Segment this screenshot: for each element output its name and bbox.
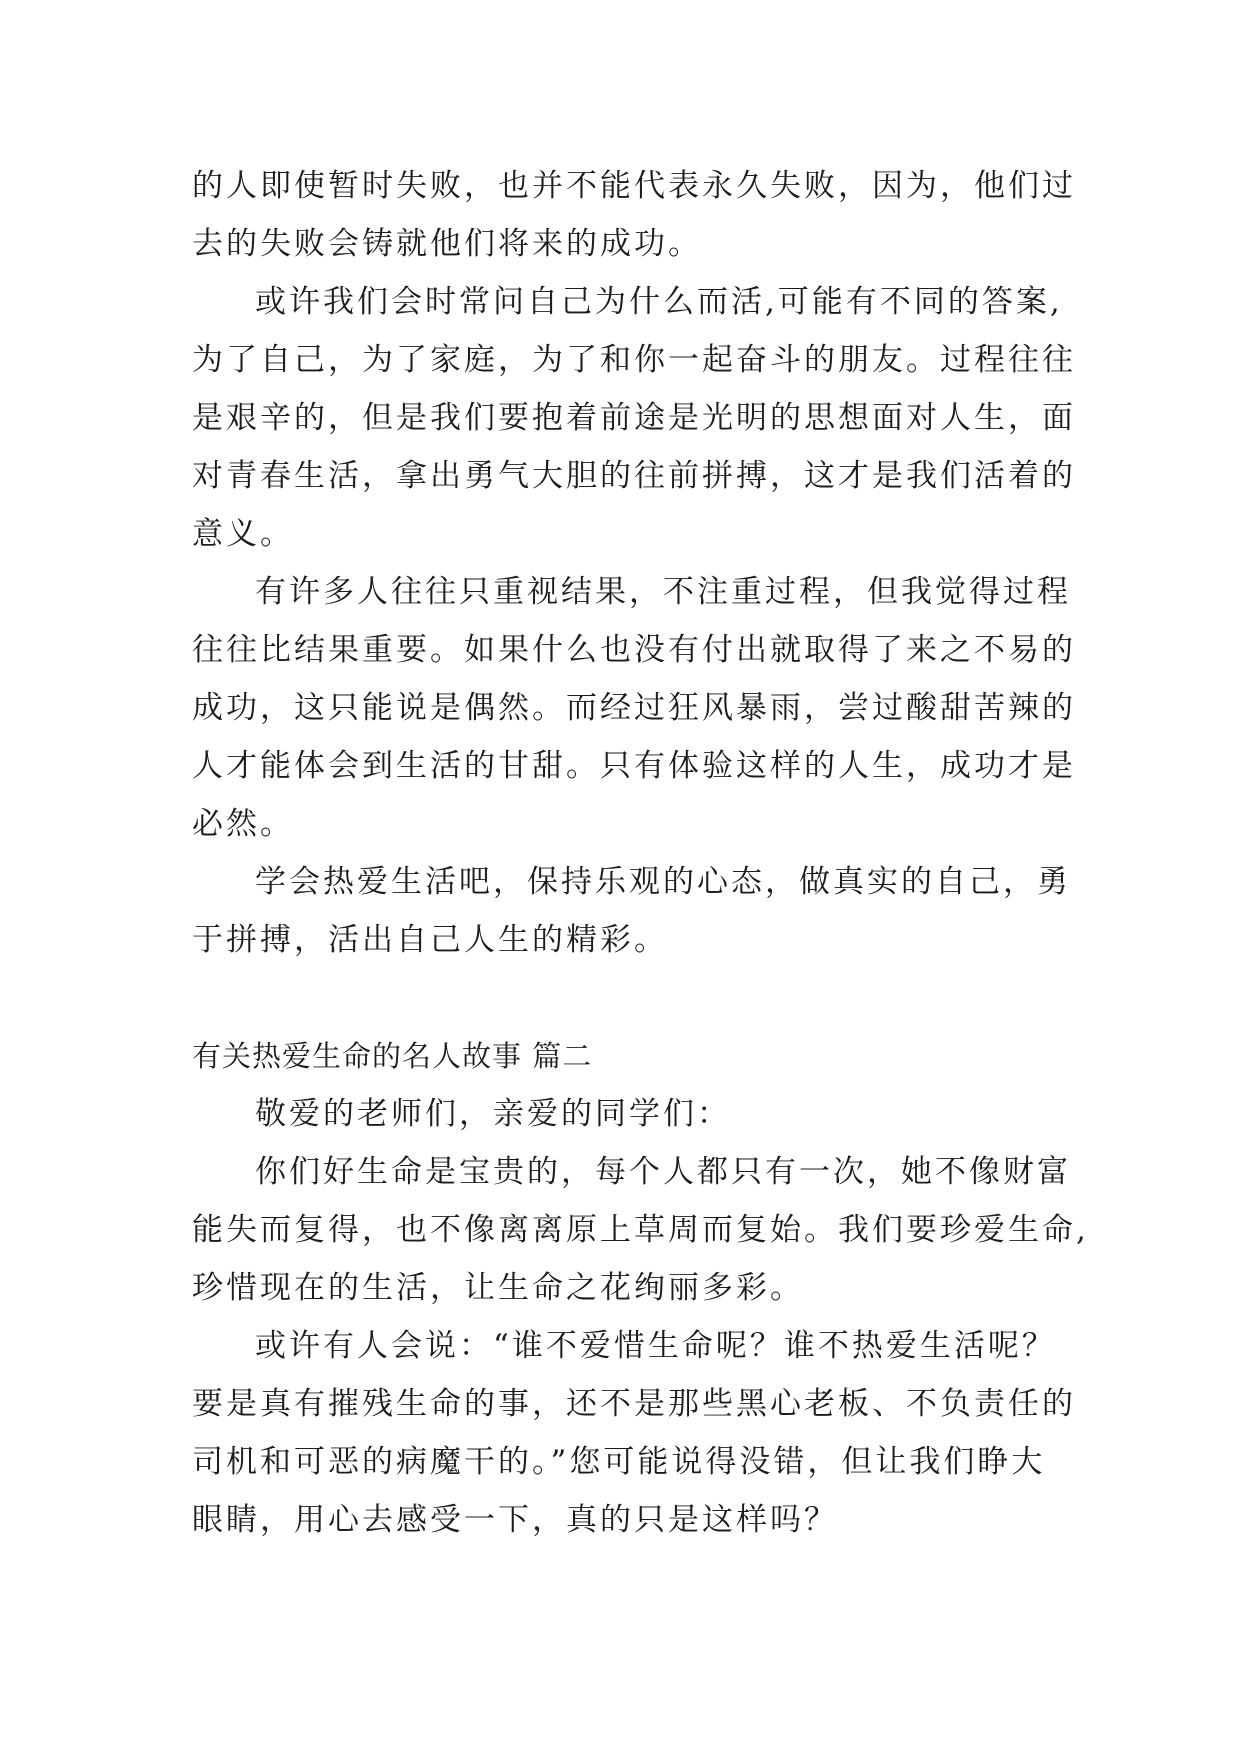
- paragraph-6-line-4: 眼睛，用心去感受一下，真的只是这样吗？: [192, 1502, 838, 1538]
- paragraph-3-line-3: 成功，这只能说是偶然。而经过狂风暴雨，尝过酸甜苦辣的: [192, 690, 1076, 726]
- paragraph-4-line-2: 于拼搏，活出自己人生的精彩。: [192, 922, 668, 958]
- paragraph-2-line-1: 或许我们会时常问自己为什么而活,可能有不同的答案,: [255, 284, 1063, 320]
- paragraph-6-line-3: 司机和可恶的病魔干的。”您可能说得没错，但让我们睁大: [192, 1444, 1046, 1480]
- paragraph-3-line-1: 有许多人往往只重视结果，不注重过程，但我觉得过程: [255, 574, 1071, 610]
- paragraph-4-line-1: 学会热爱生活吧，保持乐观的心态，做真实的自己，勇: [255, 864, 1071, 900]
- paragraph-5-line-1: 你们好生命是宝贵的，每个人都只有一次，她不像财富: [255, 1154, 1071, 1190]
- paragraph-2-line-4: 对青春生活，拿出勇气大胆的往前拼搏，这才是我们活着的: [192, 458, 1076, 494]
- paragraph-1-line-1: 的人即使暂时失败，也并不能代表永久失败，因为，他们过: [192, 168, 1076, 204]
- paragraph-1-line-2: 去的失败会铸就他们将来的成功。: [192, 226, 702, 262]
- paragraph-2-line-2: 为了自己，为了家庭，为了和你一起奋斗的朋友。过程往往: [192, 342, 1076, 378]
- paragraph-3-line-5: 必然。: [192, 806, 294, 842]
- paragraph-5-line-2: 能失而复得，也不像离离原上草周而复始。我们要珍爱生命,: [192, 1212, 1089, 1248]
- paragraph-2-line-5: 意义。: [192, 516, 294, 552]
- paragraph-2-line-3: 是艰辛的，但是我们要抱着前途是光明的思想面对人生，面: [192, 400, 1076, 436]
- section-title: 有关热爱生命的名人故事 篇二: [192, 1039, 593, 1073]
- paragraph-3-line-2: 往往比结果重要。如果什么也没有付出就取得了来之不易的: [192, 632, 1076, 668]
- paragraph-5-line-3: 珍惜现在的生活，让生命之花绚丽多彩。: [192, 1270, 804, 1306]
- paragraph-6-line-1: 或许有人会说：“谁不爱惜生命呢？谁不热爱生活呢？: [255, 1328, 1056, 1364]
- salutation: 敬爱的老师们，亲爱的同学们：: [255, 1096, 731, 1132]
- paragraph-6-line-2: 要是真有摧残生命的事，还不是那些黑心老板、不负责任的: [192, 1386, 1076, 1422]
- paragraph-3-line-4: 人才能体会到生活的甘甜。只有体验这样的人生，成功才是: [192, 748, 1076, 784]
